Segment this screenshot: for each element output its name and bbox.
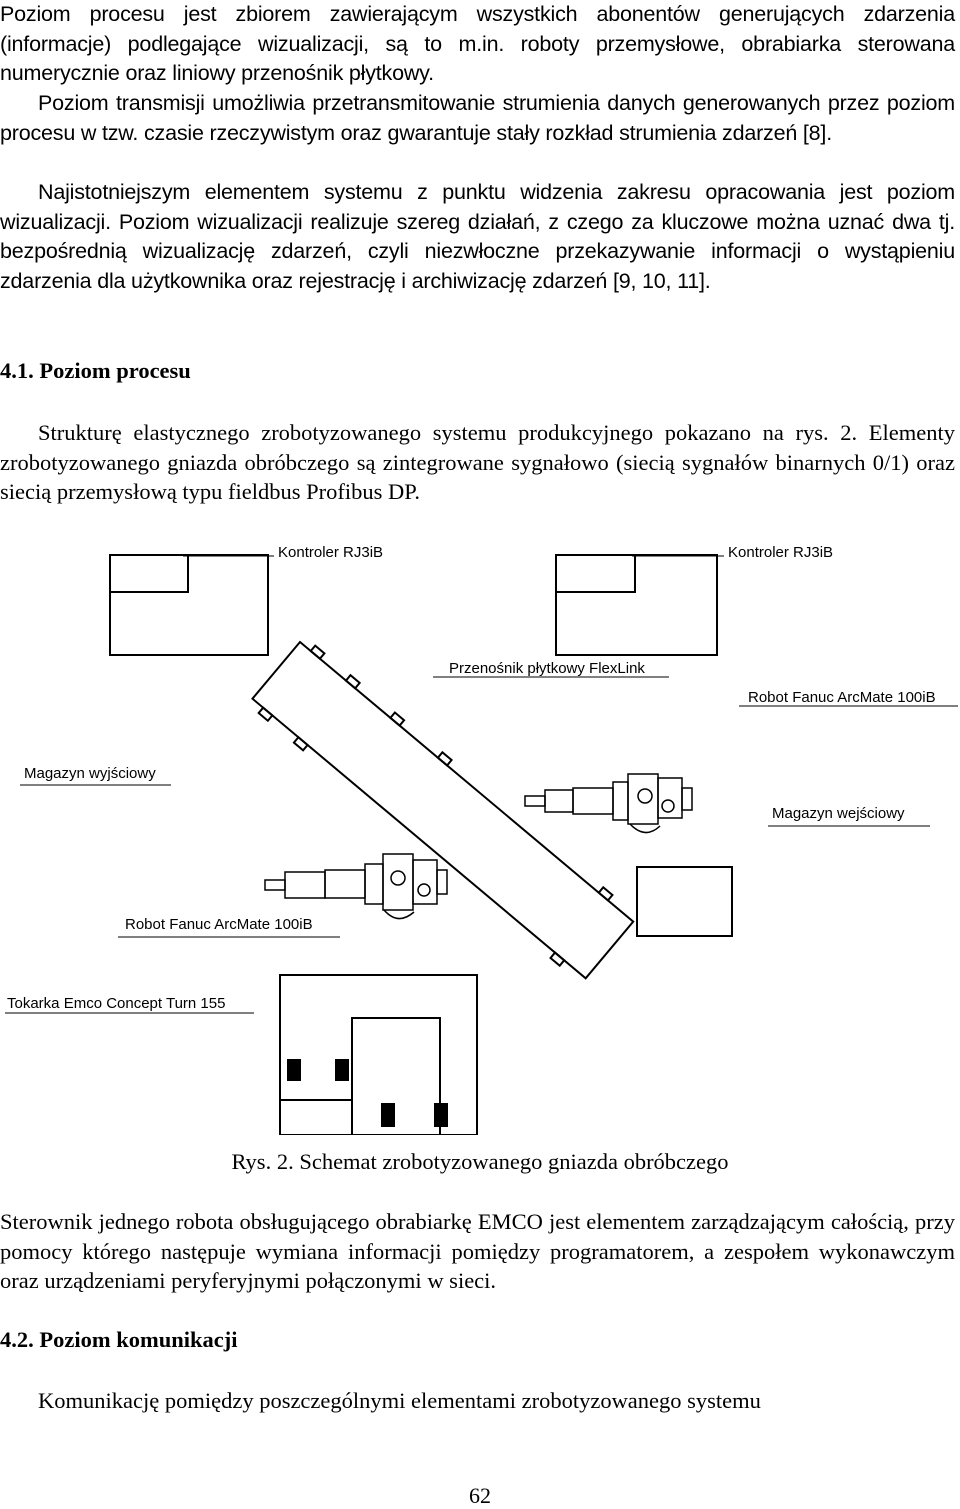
figure-caption: Rys. 2. Schemat zrobotyzowanego gniazda obróbczego [231,1149,729,1174]
label-output-store: Magazyn wyjściowy [24,765,156,782]
label-controller-right: Kontroler RJ3iB [728,544,834,561]
paragraph-controller: Sterownik jednego robota obsługującego obrabiarkę EMCO jest elementem zarządzającym całością, przy pomocy którego następuje wymiana informacji pomiędzy programatorem, a zespołem wykonawczym oraz urządzeniami peryferyjnymi połączonymi w sieci. [0,1209,955,1294]
paragraph-communication: Komunikację pomiędzy poszczególnymi elementami zrobotyzowanego systemu [38,1388,761,1413]
robot-left-drawing [265,854,447,919]
paragraph-transmission-level: Poziom transmisji umożliwia przetransmitowanie strumienia danych generowanych przez poziom procesu w tzw. czasie rzeczywistym oraz gwarantuje stały rozkład strumienia zdarzeń [8]. [0,91,955,145]
page-number: 62 [469,1483,491,1508]
controller-right-box [556,555,717,655]
label-robot-right: Robot Fanuc ArcMate 100iB [748,689,936,706]
robot-right-drawing [525,774,692,833]
paragraph-structure: Strukturę elastycznego zrobotyzowanego systemu produkcyjnego pokazano na rys. 2. Elementy zrobotyzowanego gniazda obróbczego są zintegrowane sygnałowo (siecią sygnałów binarnych 0/1) oraz siecią przemysłową typu fieldbus Profibus DP. [0,420,955,505]
input-store-box [637,867,732,936]
label-lathe: Tokarka Emco Concept Turn 155 [7,995,226,1012]
label-conveyor: Przenośnik płytkowy FlexLink [449,660,645,677]
lathe-drawing [280,975,477,1135]
controller-left-box [110,555,268,655]
label-input-store: Magazyn wejściowy [772,805,905,822]
section-heading-4-2: 4.2. Poziom komunikacji [0,1327,238,1352]
paragraph-process-level: Poziom procesu jest zbiorem zawierającym wszystkich abonentów generujących zdarzenia (informacje) podlegające wizualizacji, są to m.in. roboty przemysłowe, obrabiarka sterowana numerycznie oraz liniowy przenośnik płytkowy. [0,2,955,86]
cell-schematic-figure [0,530,960,1135]
paragraph-visualization-level: Najistotniejszym elementem systemu z punktu widzenia zakresu opracowania jest poziom wizualizacji. Poziom wizualizacji realizuje szereg działań, z czego za kluczowe można uznać dwa tj. bezpośrednią wizualizację zdarzeń, czyli niezwłoczne przekazywanie informacji o wystąpieniu zdarzenia dla użytkownika oraz rejestrację i archiwizację zdarzeń [9, 10, 11]. [0,180,955,293]
label-robot-left: Robot Fanuc ArcMate 100iB [125,916,313,933]
section-heading-4-1: 4.1. Poziom procesu [0,358,191,383]
label-controller-left: Kontroler RJ3iB [278,544,384,561]
